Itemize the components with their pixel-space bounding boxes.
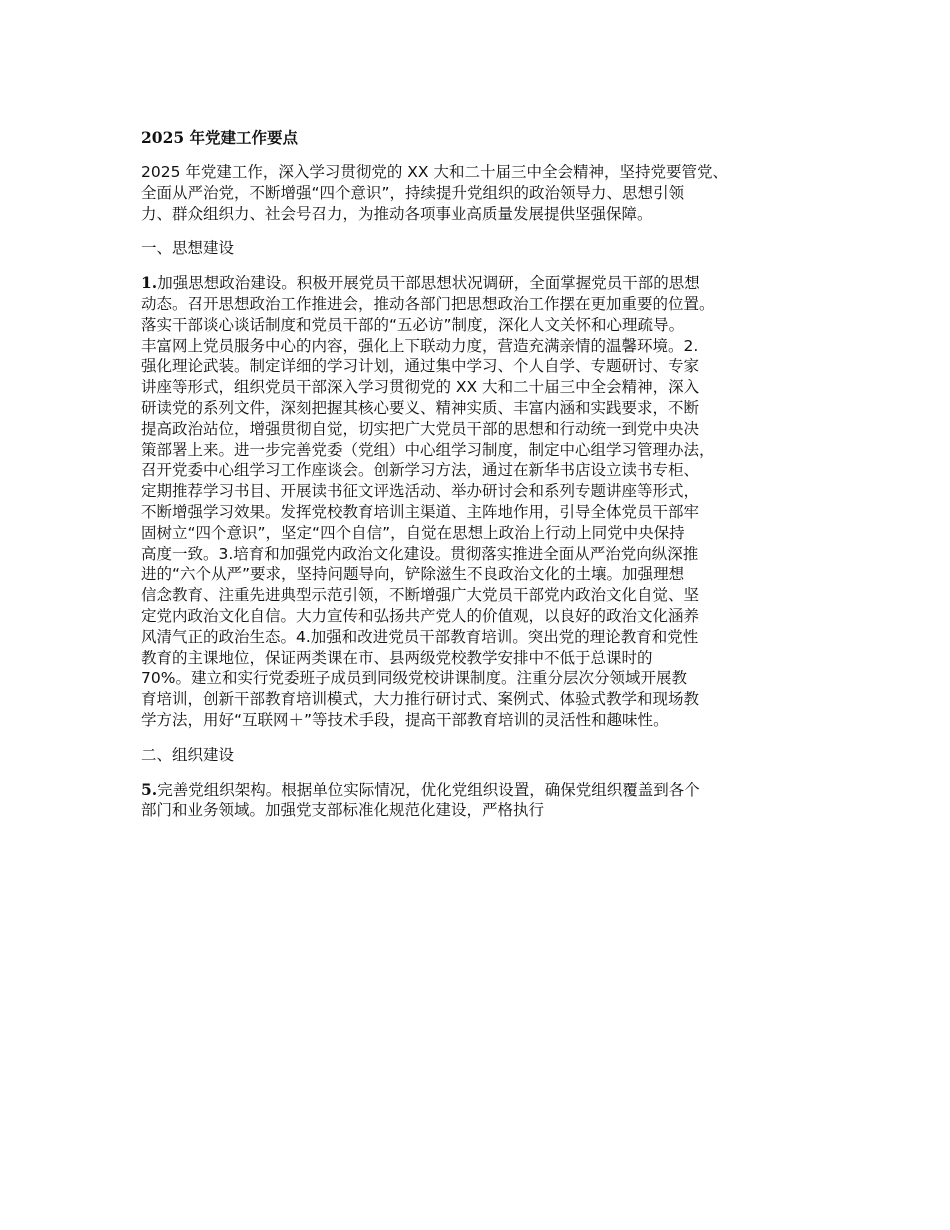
- text-line: 5.完善党组织架构。根据单位实际情况，优化党组织设置，确保党组织覆盖到各个: [141, 779, 700, 799]
- text-line: 落实干部谈心谈话制度和党员干部的“五必访”制度，深化人文关怀和心理疏导。: [141, 315, 685, 334]
- text-line: 进的“六个从严”要求，坚持问题导向，铲除滋生不良政治文化的土壤。加强理想: [141, 565, 685, 584]
- text-line: 教育的主课地位，保证两类课在市、县两级党校教学安排中不低于总课时的: [141, 648, 653, 667]
- text-line: 动态。召开思想政治工作推进会，推动各部门把思想政治工作摆在更加重要的位置。: [141, 294, 715, 313]
- text-line: 讲座等形式，组织党员干部深入学习贯彻党的 XX 大和二十届三中全会精神，深入: [141, 378, 700, 397]
- text-line: 定期推荐学习书目、开展读书征文评选活动、举办研讨会和系列专题讲座等形式，: [141, 482, 700, 501]
- text-line: 高度一致。3.培育和加强党内政治文化建设。贯彻落实推进全面从严治党向纵深推: [141, 544, 699, 563]
- text-line: 2025 年党建工作，深入学习贯彻党的 XX 大和二十届三中全会精神，坚持党要管党、: [141, 163, 728, 181]
- intro-paragraph: [141, 162, 841, 224]
- text-line: 策部署上来。进一步完善党委（党组）中心组学习制度，制定中心组学习管理办法，: [141, 440, 715, 459]
- text-line: 信念教育、注重先进典型示范引领，不断增强广大党员干部党内政治文化自觉、坚: [141, 586, 700, 605]
- text-line: 定党内政治文化自信。大力宣传和弘扬共产党人的价值观，以良好的政治文化涵养: [141, 606, 700, 625]
- text-line: 召开党委中心组学习工作座谈会。创新学习方法，通过在新华书店设立读书专柜、: [141, 461, 700, 480]
- text-line: 强化理论武装。制定详细的学习计划，通过集中学习、个人自学、专题研讨、专家: [141, 357, 700, 376]
- text-line: 全面从严治党，不断增强“四个意识”，持续提升党组织的政治领导力、思想引领: [141, 183, 685, 202]
- section-paragraph-organization: [141, 780, 841, 822]
- section-paragraph-ideology: [141, 273, 841, 731]
- text-line: 丰富网上党员服务中心的内容，强化上下联动力度，营造充满亲情的温馨环境。2.: [141, 336, 699, 355]
- text-line: 固树立“四个意识”，坚定“四个自信”，自觉在思想上政治上行动上同党中央保持: [141, 523, 685, 542]
- document-title: 2025 年党建工作要点: [141, 128, 299, 147]
- section-heading-ideology: 一、思想建设: [141, 239, 235, 258]
- text-line: 不断增强学习效果。发挥党校教育培训主渠道、主阵地作用，引导全体党员干部牢: [141, 502, 700, 521]
- text-line: 1.加强思想政治建设。积极开展党员干部思想状况调研，全面掌握党员干部的思想: [141, 273, 700, 293]
- document-page: [141, 128, 841, 835]
- text-line: 部门和业务领域。加强党支部标准化规范化建设，严格执行: [141, 801, 545, 820]
- text-line: 70%。建立和实行党委班子成员到同级党校讲课制度。注重分层次分领域开展教: [141, 669, 687, 688]
- text-line: 提高政治站位，增强贯彻自觉，切实把广大党员干部的思想和行动统一到党中央决: [141, 419, 700, 438]
- text-line: 育培训，创新干部教育培训模式，大力推行研讨式、案例式、体验式教学和现场教: [141, 690, 700, 709]
- section-heading-organization: 二、组织建设: [141, 745, 235, 764]
- text-line: 力、群众组织力、社会号召力，为推动各项事业高质量发展提供坚强保障。: [141, 204, 653, 223]
- text-line: 研读党的系列文件，深刻把握其核心要义、精神实质、丰富内涵和实践要求，不断: [141, 398, 700, 417]
- text-line: 风清气正的政治生态。4.加强和改进党员干部教育培训。突出党的理论教育和党性: [141, 627, 699, 646]
- text-line: 学方法，用好“互联网＋”等技术手段，提高干部教育培训的灵活性和趣味性。: [141, 710, 669, 729]
- item-number: 5.: [141, 779, 158, 799]
- item-number: 1.: [141, 273, 158, 293]
